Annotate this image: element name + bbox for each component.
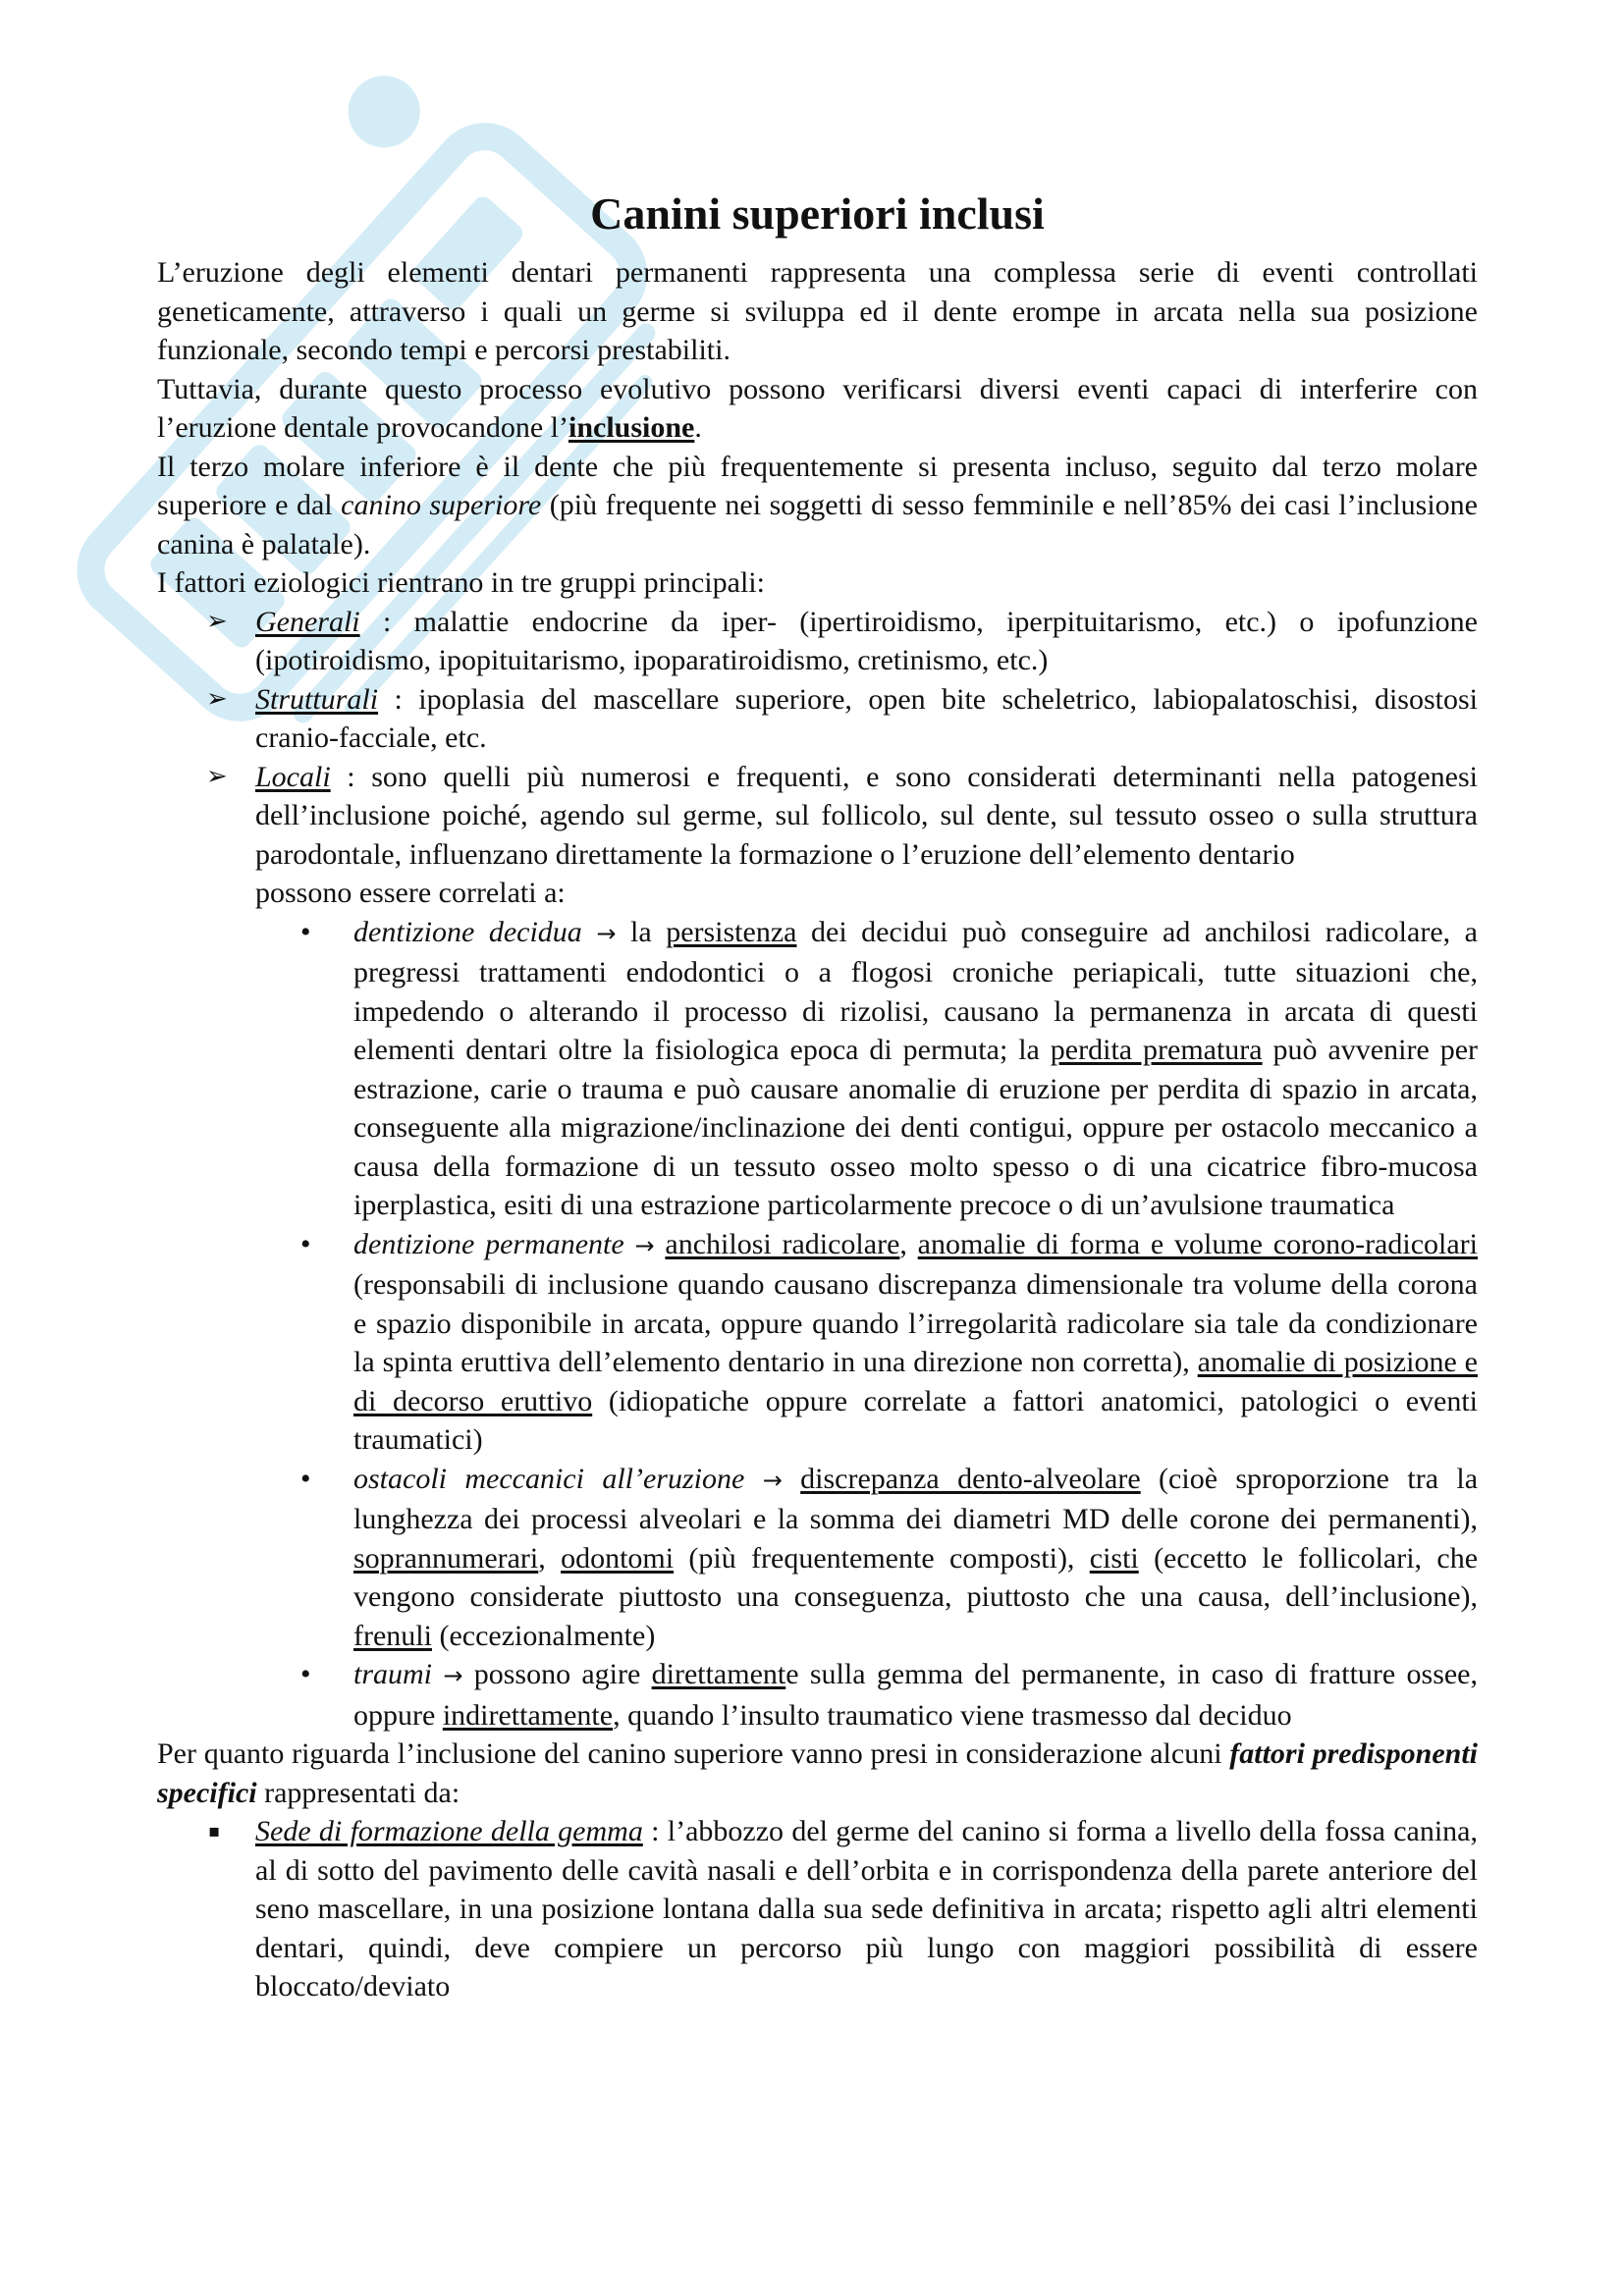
specific-factor-list xyxy=(157,1812,1478,2006)
page-title: Canini superiori inclusi xyxy=(590,188,1045,239)
factor-label: Sede di formazione della gemma xyxy=(255,1815,643,1847)
factor-label: Strutturali xyxy=(255,682,379,716)
item-dentizione-permanente: • dentizione permanente → anchilosi radicolare, anomalie di forma e volume corono-radicolari (responsabili di inclusione quando causano discrepanza dimensionale tra volume della corona e spazio disponibile in arcata, oppure quando l’irregolarità radicolare sia tale da condizionare la spinta eruttiva dell’elemento dentario in una direzione non corretta), anomalie di posizione e di decorso eruttivo (idiopatiche oppure correlate a fattori anatomici, patologici o eventi traumatici) xyxy=(255,1225,1478,1460)
factor-label: Generali xyxy=(255,605,360,638)
intro-paragraph-1: L’eruzione degli elementi dentari permanenti rappresenta una complessa serie di eventi controllati geneticamente, attraverso i quali un germe si sviluppa ed il dente erompe in arcata nella sua posizione funzionale, secondo tempi e percorsi prestabiliti. xyxy=(157,256,1478,366)
intro-paragraph-2: Tuttavia, durante questo processo evolutivo possono verificarsi diversi eventi capaci di interferire con l’eruzione dentale provocandone l’inclusione. xyxy=(157,372,1478,444)
factor-strutturali: ➢ Strutturali : ipoplasia del mascellare superiore, open bite scheletrico, labiopalatoschisi, disostosi cranio-facciale, etc. xyxy=(157,680,1478,758)
locali-sublist xyxy=(255,913,1478,1735)
bullet-icon: • xyxy=(300,1658,311,1690)
arrowhead-bullet-icon: ➢ xyxy=(206,683,228,714)
bullet-icon: • xyxy=(300,915,311,948)
square-bullet-icon: ▪ xyxy=(208,1821,221,1842)
factor-locali: ➢ Locali : sono quelli più numerosi e frequenti, e sono considerati determinanti nella patogenesi dell’inclusione poiché, agendo sul germe, sul follicolo, sul dente, sul tessuto osseo o sulla struttura parodontale, influenzano direttamente la formazione o l’eruzione dell’elemento dentario possono essere correlati a: xyxy=(157,758,1478,913)
term-inclusione: inclusione xyxy=(568,411,695,444)
right-arrow-icon: → xyxy=(596,919,617,947)
locali-intro: possono essere correlati a: xyxy=(255,877,566,909)
term-canino-superiore: canino superiore xyxy=(341,489,542,521)
factor-label: Locali xyxy=(255,760,331,793)
right-arrow-icon: → xyxy=(762,1466,783,1494)
item-traumi: • traumi → possono agire direttamente sulla gemma del permanente, in caso di fratture ossee, oppure indirettamente, quando l’insulto traumatico viene trasmesso dal deciduo xyxy=(255,1655,1478,1735)
factor-list xyxy=(157,603,1478,913)
arrowhead-bullet-icon: ➢ xyxy=(206,606,228,636)
arrowhead-bullet-icon: ➢ xyxy=(206,761,228,791)
intro-paragraph-3: Il terzo molare inferiore è il dente che più frequentemente si presenta incluso, seguito dal terzo molare superiore e dal canino superiore (più frequente nei soggetti di sesso femminile e nell’85% dei casi l’inclusione canina è palatale). xyxy=(157,450,1478,561)
item-sede-formazione: ▪ Sede di formazione della gemma : l’abbozzo del germe del canino si forma a livello della fossa canina, al di sotto del pavimento delle cavità nasali e dell’orbita e in corrispondenza della parete anteriore del seno mascellare, in una posizione lontana dalla sua sede definitiva in arcata; rispetto agli altri elementi dentari, quindi, deve compiere un percorso più lungo con maggiori possibilità di essere bloccato/deviato xyxy=(157,1812,1478,2006)
document-body xyxy=(157,187,1478,2006)
right-arrow-icon: → xyxy=(634,1231,655,1259)
bullet-icon: • xyxy=(300,1227,311,1260)
item-ostacoli-meccanici: • ostacoli meccanici all’eruzione → discrepanza dento-alveolare (cioè sproporzione tra la lunghezza dei processi alveolari e la somma dei diametri MD delle corone dei permanenti), soprannumerari, odontomi (più frequentemente composti), cisti (eccetto le follicolari, che vengono considerate piuttosto una conseguenza, piuttosto che una causa, dell’inclusione), frenuli (eccezionalmente) xyxy=(255,1460,1478,1656)
right-arrow-icon: → xyxy=(443,1662,463,1689)
factor-generali: ➢ Generali : malattie endocrine da iper- (ipertiroidismo, iperpituitarismo, etc.) o ipofunzione (ipotiroidismo, ipopituitarismo, ipoparatiroidismo, cretinismo, etc.) xyxy=(157,603,1478,680)
intro-paragraph-4: I fattori eziologici rientrano in tre gruppi principali: xyxy=(157,566,765,599)
bullet-icon: • xyxy=(300,1462,311,1495)
specific-factors-paragraph: Per quanto riguarda l’inclusione del canino superiore vanno presi in considerazione alcuni fattori predisponenti specifici rappresentati da: xyxy=(157,1737,1478,1809)
item-dentizione-decidua: • dentizione decidua → la persistenza dei decidui può conseguire ad anchilosi radicolare, a pregressi trattamenti endodontici o a flogosi croniche periapicali, tutte situazioni che, impedendo o alterando il processo di rizolisi, causano la permanenza in arcata di questi elementi dentari oltre la fisiologica epoca di permuta; la perdita prematura può avvenire per estrazione, carie o trauma e può causare anomalie di eruzione per perdita di spazio in arcata, conseguente alla migrazione/inclinazione dei denti contigui, oppure per ostacolo meccanico a causa della formazione di un tessuto osseo molto spesso o di una cicatrice fibro-mucosa iperplastica, esiti di una estrazione particolarmente precoce o di un’avulsione traumatica xyxy=(255,913,1478,1225)
